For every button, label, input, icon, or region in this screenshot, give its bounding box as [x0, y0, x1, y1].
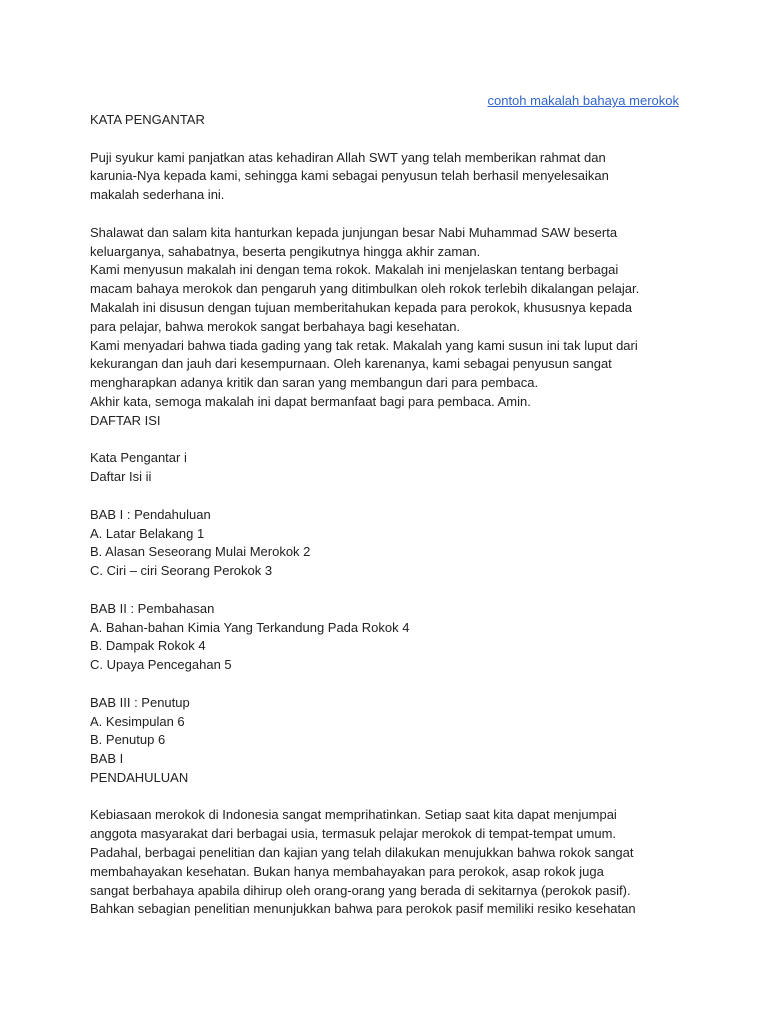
toc-entry: A. Kesimpulan 6: [90, 713, 185, 729]
toc-entry: B. Penutup 6: [90, 732, 166, 748]
paragraph-line: makalah sederhana ini.: [90, 187, 225, 203]
paragraph-line: Bahkan sebagian penelitian menunjukkan bahwa para perokok pasif memiliki resiko kesehatan: [90, 901, 636, 917]
toc-entry: Daftar Isi ii: [90, 469, 152, 485]
spacer: [90, 581, 690, 600]
toc-entry: C. Ciri – ciri Seorang Perokok 3: [90, 563, 273, 579]
paragraph-line: sangat berbahaya apabila dihirup oleh orang-orang yang berada di sekitarnya (perokok pasif).: [90, 882, 631, 898]
spacer: [90, 130, 690, 149]
paragraph-line: macam bahaya merokok dan pengaruh yang ditimbulkan oleh rokok terlebih dikalangan pelajar.: [90, 281, 640, 297]
spacer: [90, 205, 690, 224]
daftar-isi-heading: DAFTAR ISI: [90, 412, 161, 428]
spacer: [90, 431, 690, 450]
link-row: [90, 92, 679, 111]
paragraph-line: Makalah ini disusun dengan tujuan memberitahukan kepada para perokok, khususnya kepada: [90, 299, 633, 315]
toc-entry: B. Dampak Rokok 4: [90, 638, 206, 654]
paragraph-line: keluarganya, sahabatnya, beserta pengikutnya hingga akhir zaman.: [90, 243, 481, 259]
toc-entry: BAB I : Pendahuluan: [90, 506, 211, 522]
paragraph-line: Puji syukur kami panjatkan atas kehadiran Allah SWT yang telah memberikan rahmat dan: [90, 149, 606, 165]
toc-entry: BAB II : Pembahasan: [90, 600, 215, 616]
toc-entry: BAB III : Penutup: [90, 694, 190, 710]
paragraph-line: para pelajar, bahwa merokok sangat berbahaya bagi kesehatan.: [90, 318, 461, 334]
paragraph-line: membahayakan kesehatan. Bukan hanya membahayakan para perokok, asap rokok juga: [90, 863, 604, 879]
pendahuluan-heading: PENDAHULUAN: [90, 769, 189, 785]
toc-entry: A. Bahan-bahan Kimia Yang Terkandung Pada Rokok 4: [90, 619, 410, 635]
article-link[interactable]: contoh makalah bahaya merokok: [487, 93, 679, 108]
toc-entry: C. Upaya Pencegahan 5: [90, 657, 232, 673]
paragraph-line: Kami menyusun makalah ini dengan tema rokok. Makalah ini menjelaskan tentang berbagai: [90, 262, 619, 278]
toc-entry: A. Latar Belakang 1: [90, 525, 205, 541]
spacer: [90, 675, 690, 694]
spacer: [90, 788, 690, 807]
toc-entry: B. Alasan Seseorang Mulai Merokok 2: [90, 544, 311, 560]
paragraph-line: karunia-Nya kepada kami, sehingga kami sebagai penyusun telah berhasil menyelesaikan: [90, 168, 609, 184]
toc-entry: Kata Pengantar i: [90, 450, 187, 466]
bab-i-heading: BAB I: [90, 751, 124, 767]
spacer: [90, 487, 690, 506]
paragraph-line: Padahal, berbagai penelitian dan kajian yang telah dilakukan menujukkan bahwa rokok sangat: [90, 845, 634, 861]
document-body: [90, 111, 690, 919]
paragraph-line: Kebiasaan merokok di Indonesia sangat memprihatinkan. Setiap saat kita dapat menjumpai: [90, 807, 617, 823]
paragraph-line: Shalawat dan salam kita hanturkan kepada junjungan besar Nabi Muhammad SAW beserta: [90, 224, 618, 240]
paragraph-line: Akhir kata, semoga makalah ini dapat bermanfaat bagi para pembaca. Amin.: [90, 393, 531, 409]
paragraph-line: Kami menyadari bahwa tiada gading yang tak retak. Makalah yang kami susun ini tak luput dari: [90, 337, 638, 353]
paragraph-line: kekurangan dan jauh dari kesempurnaan. Oleh karenanya, kami sebagai penyusun sangat: [90, 356, 612, 372]
kata-pengantar-heading: KATA PENGANTAR: [90, 112, 205, 127]
paragraph-line: mengharapkan adanya kritik dan saran yang membangun dari para pembaca.: [90, 375, 539, 391]
paragraph-line: anggota masyarakat dari berbagai usia, termasuk pelajar merokok di tempat-tempat umum.: [90, 826, 617, 842]
